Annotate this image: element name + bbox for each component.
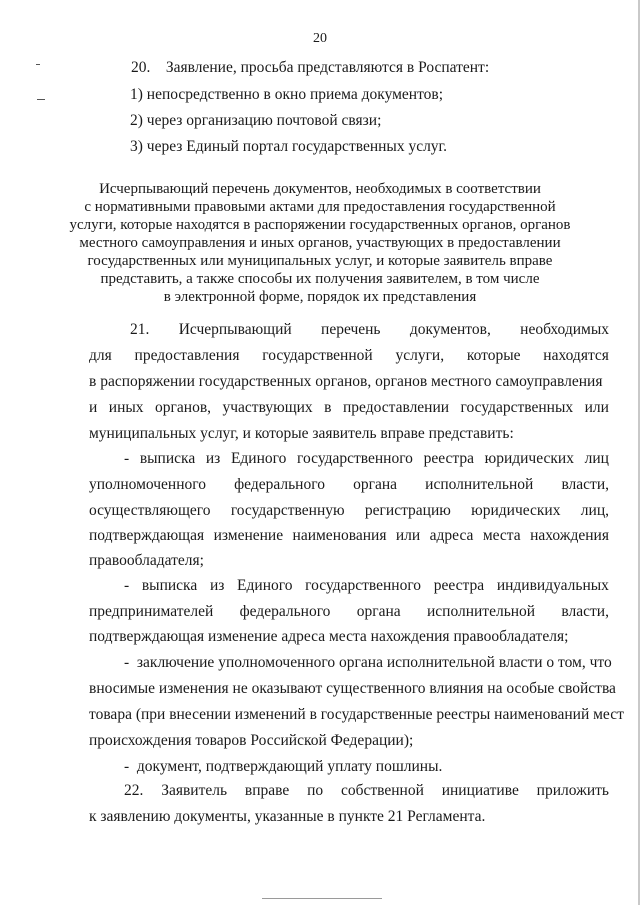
word: государственной — [262, 347, 373, 364]
heading-line: государственных или муниципальных услуг, и которые заявитель вправе — [87, 253, 553, 269]
bullet-2-line — [89, 603, 609, 621]
word: 21. — [130, 321, 150, 338]
word: - — [124, 450, 130, 467]
page-number: 20 — [313, 31, 327, 46]
item-20-option: 3) через Единый портал государственных услуг. — [130, 138, 448, 155]
word: Единого — [230, 450, 287, 467]
item-22-line — [124, 782, 609, 800]
item-20-option: 1) непосредственно в окно приема документов; — [130, 86, 444, 103]
item-20-intro: 20. Заявление, просьба представляются в Роспатент: — [131, 59, 490, 76]
word: собственной — [340, 782, 424, 799]
bullet-1-line — [89, 476, 609, 494]
word: выписка — [139, 450, 196, 467]
word: вправе — [244, 782, 290, 799]
item-22-line: к заявлению документы, указанные в пункте 21 Регламента. — [89, 808, 486, 825]
word: реестра — [423, 450, 474, 467]
bullet-3-line: товара (при внесении изменений в государственные реестры наименований мест — [89, 706, 624, 723]
scan-mark — [37, 99, 45, 100]
item-21-line — [89, 399, 609, 417]
bullet-1-line — [89, 502, 609, 520]
word: 22. — [124, 782, 144, 799]
word: нахождения — [530, 527, 609, 544]
word: приложить — [536, 782, 609, 799]
bullet-3-line: происхождения товаров Российской Федерации); — [89, 732, 414, 749]
word: федерального — [234, 476, 325, 493]
word: государственного — [305, 577, 422, 594]
word: документов, — [409, 321, 491, 338]
word: предоставления — [134, 347, 240, 364]
heading-line: представить, а также способы их получения заявителем, в том числе — [100, 271, 540, 287]
bullet-1-line — [124, 450, 609, 468]
word: находятся — [543, 347, 609, 364]
word: иных — [108, 399, 144, 416]
item-20-option: 2) через организацию почтовой связи; — [130, 112, 382, 129]
item-21-line: в распоряжении государственных органов, органов местного самоуправления — [89, 373, 603, 390]
word: исполнительной — [425, 476, 534, 493]
heading-line: услуги, которые находятся в распоряжении государственных органов, органов — [69, 217, 571, 233]
word: федерального — [239, 603, 331, 620]
word: для — [89, 347, 112, 364]
word: государственного — [297, 450, 413, 467]
bullet-2-line: подтверждающая изменение адреса места нахождения правообладателя; — [89, 628, 569, 645]
word: выписка — [141, 577, 198, 594]
word: которые — [466, 347, 521, 364]
word: государственную — [230, 502, 345, 519]
word: государственных — [460, 399, 574, 416]
word: из — [209, 577, 225, 594]
word: органа — [353, 476, 398, 493]
word: Единого — [237, 577, 293, 594]
word: необходимых — [520, 321, 609, 338]
word: из — [205, 450, 221, 467]
heading-line: Исчерпывающий перечень документов, необходимых в соответствии — [99, 181, 541, 197]
word: власти, — [561, 603, 609, 620]
word: или — [584, 399, 609, 416]
word: лиц — [584, 450, 609, 467]
word: предпринимателей — [89, 603, 214, 620]
scan-mark — [36, 64, 40, 65]
bullet-4-line: - документ, подтверждающий уплату пошлины. — [124, 758, 443, 775]
bullet-3-line: - заключение уполномоченного органа исполнительной власти о том, что — [124, 654, 612, 671]
heading-line: в электронной форме, порядок их представления — [163, 289, 477, 305]
word: власти, — [561, 476, 609, 493]
word: или — [395, 527, 421, 544]
bullet-2-line — [124, 577, 609, 595]
word: услуги, — [395, 347, 445, 364]
word: реестра — [433, 577, 485, 594]
item-21-line — [89, 347, 609, 365]
word: изменение — [213, 527, 284, 544]
scan-bottom-rule — [262, 898, 382, 899]
word: индивидуальных — [496, 577, 609, 594]
word: перечень — [321, 321, 381, 338]
word: участвующих — [222, 399, 313, 416]
heading-line: местного самоуправления и иных органов, участвующих в предоставлении — [79, 235, 561, 251]
word: в — [324, 399, 332, 416]
bullet-3-line: вносимые изменения не оказывают существенного влияния на особые свойства — [89, 680, 616, 697]
word: предоставлении — [342, 399, 450, 416]
bullet-1-line: правообладателя; — [89, 552, 204, 569]
word: адреса — [429, 527, 474, 544]
word: осуществляющего — [89, 502, 211, 519]
word: юридических — [484, 450, 574, 467]
word: Заявитель — [161, 782, 228, 799]
word: лиц, — [580, 502, 609, 519]
item-21-line: муниципальных услуг, и которые заявитель вправе представить: — [89, 425, 514, 442]
word: уполномоченного — [89, 476, 206, 493]
word: места — [482, 527, 521, 544]
word: юридических — [471, 502, 561, 519]
word: наименования — [292, 527, 387, 544]
word: и — [89, 399, 98, 416]
word: по — [307, 782, 324, 799]
word: органа — [356, 603, 401, 620]
item-21-line — [130, 321, 609, 339]
word: регистрацию — [364, 502, 451, 519]
word: инициативе — [441, 782, 519, 799]
word: органов, — [155, 399, 212, 416]
heading-line: с нормативными правовыми актами для предоставления государственной — [84, 199, 556, 215]
word: Исчерпывающий — [178, 321, 292, 338]
word: исполнительной — [426, 603, 536, 620]
word: - — [124, 577, 130, 594]
word: подтверждающая — [89, 527, 205, 544]
bullet-1-line — [89, 527, 609, 545]
